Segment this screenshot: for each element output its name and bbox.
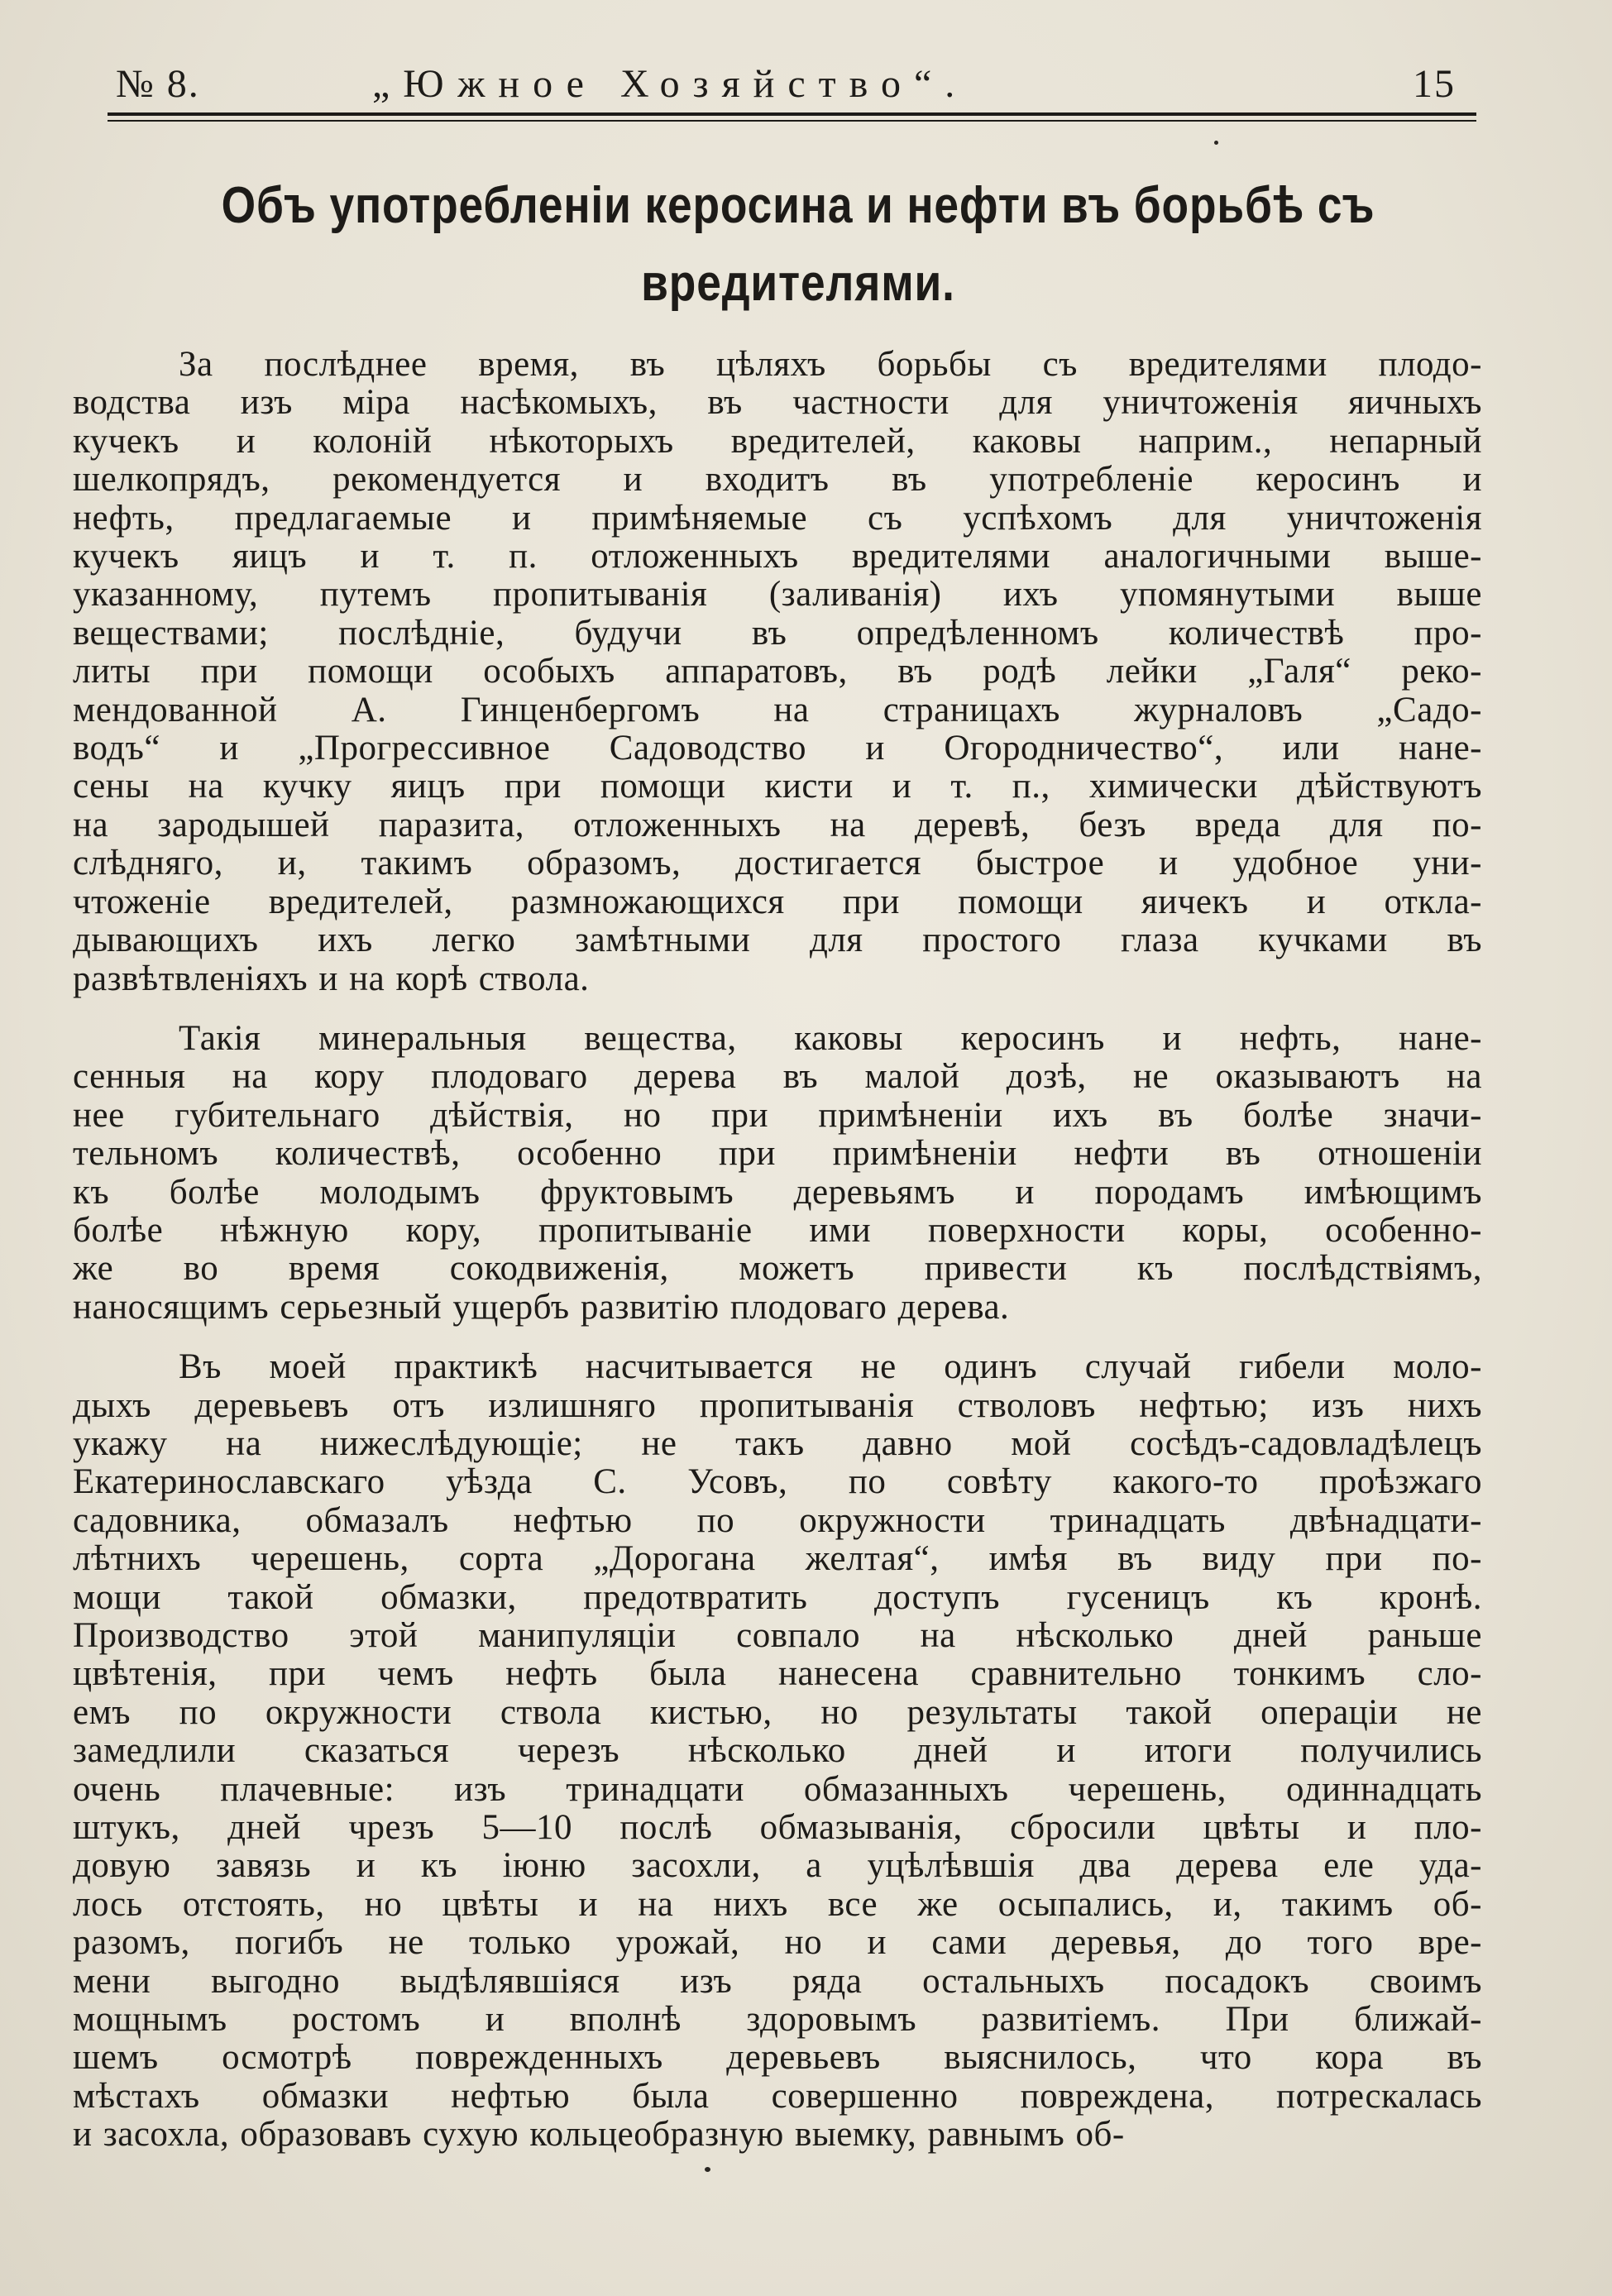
paragraph-line: довую завязь и къ iюню засохли, а уцѣлѣвшiя два дерева еле уда- <box>73 1846 1482 1886</box>
paragraph-line: дыхъ деревьевъ отъ излишняго пропитыванiя стволовъ нефтью; изъ нихъ <box>73 1385 1482 1425</box>
paragraph-line: мени выгодно выдѣлявшiяся изъ ряда остальныхъ посадокъ своимъ <box>73 1961 1482 2001</box>
paragraph-line: сенныя на кору плодоваго дерева въ малой дозѣ, не оказываютъ на <box>73 1057 1482 1097</box>
header-rule-thin <box>108 120 1476 122</box>
paragraph-line: мендованной А. Гинценбергомъ на страницахъ журналовъ „Садо- <box>73 690 1482 729</box>
paragraph-line: водства изъ мiра насѣкомыхъ, въ частности для уничтоженiя яичныхъ <box>73 383 1482 423</box>
print-speck-top <box>1214 141 1218 145</box>
paragraph <box>73 346 1482 998</box>
paragraph-line: садовника, обмазалъ нефтью по окружности тринадцать двѣнадцати- <box>73 1500 1482 1540</box>
paragraph <box>73 1020 1482 1327</box>
paragraph-line: чтоженiе вредителей, размножающихся при помощи яичекъ и откла- <box>73 882 1482 921</box>
paragraph-line: слѣдняго, и, такимъ образомъ, достигается быстрое и удобное уни- <box>73 844 1482 883</box>
paragraph-line: мощи такой обмазки, предотвратить доступъ гусеницъ къ кронѣ. <box>73 1577 1482 1617</box>
paragraph-line: литы при помощи особыхъ аппаратовъ, въ родѣ лейки „Галя“ реко- <box>73 652 1482 691</box>
paragraph-line: тельномъ количествѣ, особенно при примѣненiи нефти въ отношенiи <box>73 1134 1482 1174</box>
paragraph-line: нее губительнаго дѣйствiя, но при примѣненiи ихъ въ болѣе значи- <box>73 1095 1482 1135</box>
paragraph-line: на зародышей паразита, отложенныхъ на деревѣ, безъ вреда для по- <box>73 805 1482 844</box>
paragraph-line: укажу на нижеслѣдующiе; не такъ давно мой сосѣдъ-садовладѣлецъ <box>73 1423 1482 1463</box>
paragraph-line: очень плачевные: изъ тринадцати обмазанныхъ черешень, одиннадцать <box>73 1769 1482 1809</box>
article-title-line: Объ употребленiи керосина и нефти въ борьбѣ съ <box>221 177 1375 234</box>
paragraph-line: же во время сокодвиженiя, можетъ привести къ послѣдствiямъ, <box>73 1249 1482 1289</box>
page-number: 15 <box>1413 62 1456 106</box>
paragraph-line: замедлили сказаться черезъ нѣсколько дней и итоги получились <box>73 1731 1482 1771</box>
paragraph <box>73 1348 1482 2155</box>
paragraph-line: Производство этой манипуляцiи совпало на нѣсколько дней раньше <box>73 1616 1482 1655</box>
journal-title: „Южное Хозяйство“. <box>372 62 969 106</box>
paragraph-line: сены на кучку яицъ при помощи кисти и т. п., химически дѣйствуютъ <box>73 767 1482 806</box>
paragraph-line: и засохла, образовавъ сухую кольцеобразную выемку, равнымъ об- <box>73 2115 1125 2155</box>
paragraph-line: За послѣднее время, въ цѣляхъ борьбы съ вредителями плодо- <box>179 345 1482 384</box>
paragraph-line: мощнымъ ростомъ и вполнѣ здоровымъ развитiемъ. При ближай- <box>73 2000 1482 2040</box>
paragraph-line: кучекъ и колонiй нѣкоторыхъ вредителей, каковы наприм., непарный <box>73 421 1482 461</box>
paragraph-line: дывающихъ ихъ легко замѣтными для простого глаза кучками въ <box>73 921 1482 960</box>
paragraph-line: лось отстоять, но цвѣты и на нихъ все же осыпались, и, такимъ об- <box>73 1884 1482 1924</box>
paragraph-line: водъ“ и „Прогрессивное Садоводство и Огородничество“, или нане- <box>73 729 1482 768</box>
running-header <box>116 60 1472 109</box>
issue-number: № 8. <box>116 62 200 106</box>
paragraph-line: лѣтнихъ черешень, сорта „Дорогана желтая“, имѣя въ виду при по- <box>73 1539 1482 1579</box>
article-body <box>73 346 1482 2176</box>
paragraph-line: разомъ, погибъ не только урожай, но и сами деревья, до того вре- <box>73 1923 1482 1963</box>
paragraph-line: шелкопрядъ, рекомендуется и входитъ въ употребленiе керосинъ и <box>73 460 1482 500</box>
paragraph-line: указанному, путемъ пропитыванiя (заливанiя) ихъ упомянутыми выше <box>73 575 1482 615</box>
paragraph-line: шемъ осмотрѣ поврежденныхъ деревьевъ выяснилось, что кора въ <box>73 2038 1482 2078</box>
paragraph-line: болѣе нѣжную кору, пропитыванiе ими поверхности коры, особенно- <box>73 1210 1482 1250</box>
paragraph-line: Такiя минеральныя вещества, каковы керосинъ и нефть, нане- <box>179 1018 1482 1058</box>
paragraph-line: мѣстахъ обмазки нефтью была совершенно повреждена, потрескалась <box>73 2076 1482 2116</box>
article-title <box>169 167 1428 323</box>
paragraph-line: Екатеринославскаго уѣзда С. Усовъ, по совѣту какого-то проѣзжаго <box>73 1462 1482 1502</box>
paragraph-line: кучекъ яицъ и т. п. отложенныхъ вредителями аналогичными выше- <box>73 537 1482 576</box>
header-rule-thick <box>108 112 1476 116</box>
paragraph-line: штукъ, дней чрезъ 5—10 послѣ обмазыванiя, сбросили цвѣты и пло- <box>73 1808 1482 1848</box>
paragraph-line: къ болѣе молодымъ фруктовымъ деревьямъ и породамъ имѣющимъ <box>73 1172 1482 1212</box>
print-speck-bottom <box>705 2167 710 2172</box>
paragraph-line: развѣтвленiяхъ и на корѣ ствола. <box>73 959 590 998</box>
paragraph-line: цвѣтенiя, при чемъ нефть была нанесена сравнительно тонкимъ сло- <box>73 1654 1482 1694</box>
article-title-line: вредителями. <box>641 255 955 312</box>
paragraph-line: веществами; послѣднiе, будучи въ опредѣленномъ количествѣ про- <box>73 613 1482 653</box>
paragraph-line: нефть, предлагаемые и примѣняемые съ успѣхомъ для уничтоженiя <box>73 498 1482 538</box>
paragraph-line: емъ по окружности ствола кистью, но результаты такой операцiи не <box>73 1692 1482 1732</box>
paragraph-line: Въ моей практикѣ насчитывается не одинъ случай гибели моло- <box>179 1347 1482 1387</box>
paragraph-line: наносящимъ серьезный ущербъ развитiю плодоваго дерева. <box>73 1287 1010 1327</box>
